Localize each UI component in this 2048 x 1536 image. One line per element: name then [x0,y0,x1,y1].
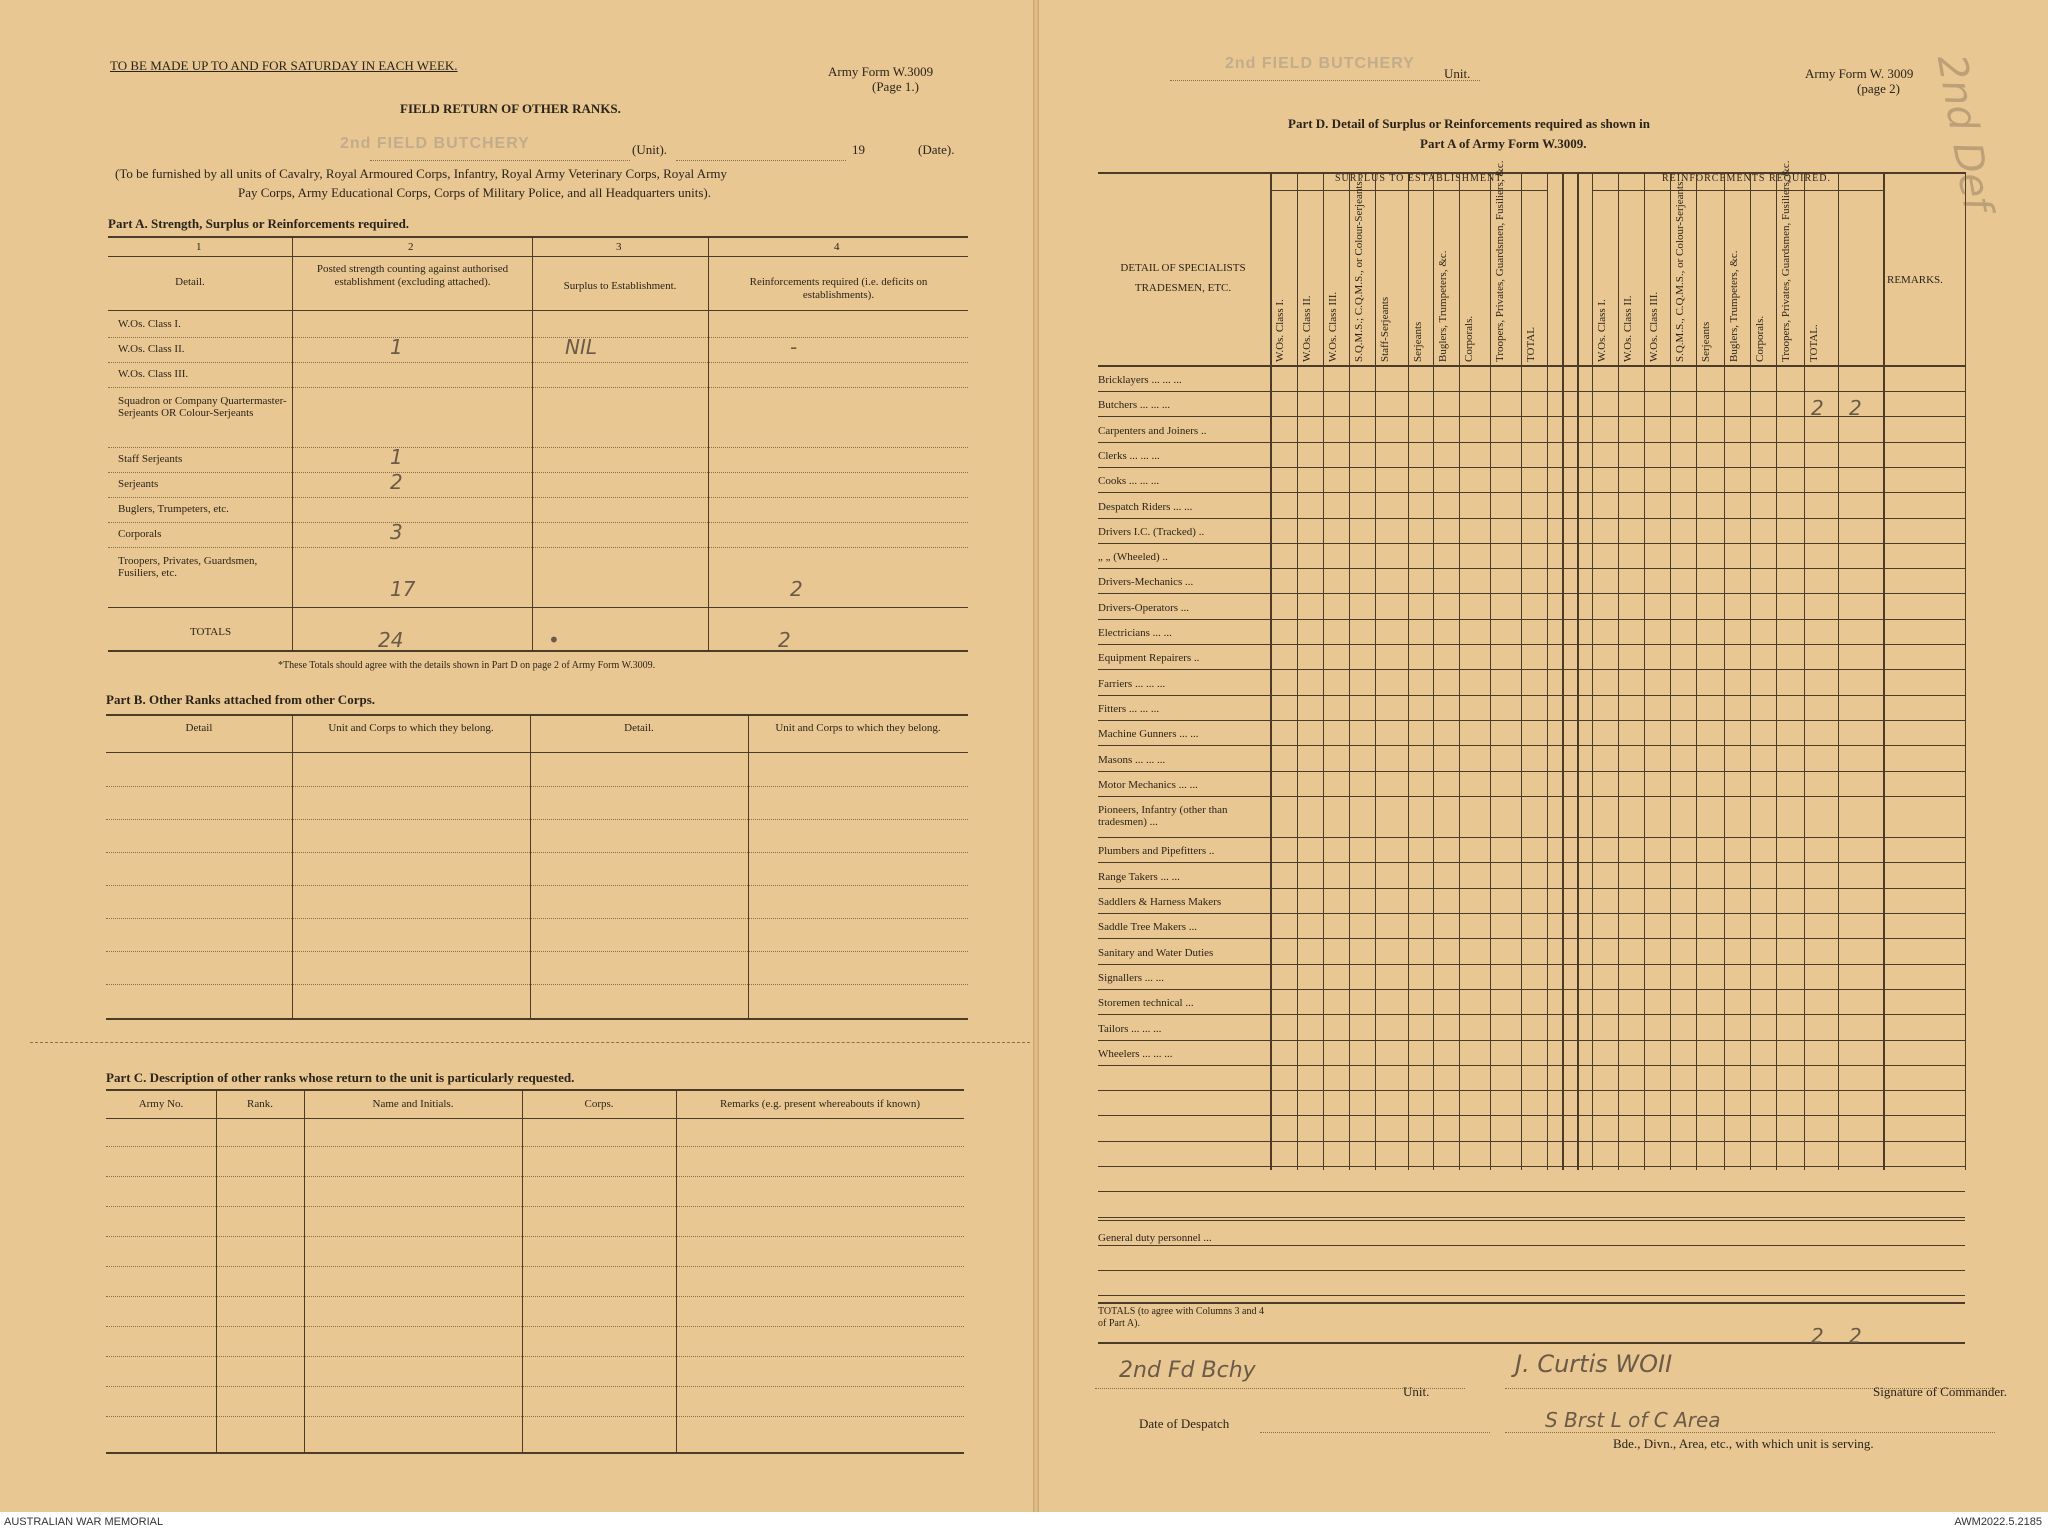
part-d-grid-col [1776,172,1777,1170]
trade-label: Wheelers ... ... ... [1098,1047,1173,1060]
part-a-row-detail: Staff Serjeants [118,453,183,465]
part-a-col-number: 1 [196,241,202,253]
part-c-col-divider-0 [216,1089,217,1452]
part-a-row-detail: Serjeants [118,478,159,490]
part-b-header: Unit and Corps to which they belong. [775,722,941,734]
page-label: (Page 1.) [872,79,919,94]
part-b-row-line [106,786,968,787]
part-d-grid-col [1577,172,1579,1170]
part-a-entry-reinf: 2 [790,577,803,601]
reinf-rank-col-header: Buglers, Trumpeters, &c. [1728,250,1740,362]
trade-label: Despatch Riders ... ... [1098,500,1193,513]
part-a-entry-posted: 1 [390,445,403,469]
part-c-row-line [106,1416,964,1417]
lower-row-line [1098,1220,1965,1221]
part-c-row-line [106,1146,964,1147]
date-line [676,160,846,161]
blank-row-line [1098,1090,1965,1091]
part-a-entry-posted: 1 [390,335,403,359]
commander-signature: J. Curtis WOII [1515,1350,1673,1378]
part-c-row-line [106,1356,964,1357]
part-d-grid-col [1644,172,1645,1170]
signature-caption: Signature of Commander. [1873,1384,2007,1399]
part-c-header: Remarks (e.g. present whereabouts if known) [719,1098,921,1110]
part-d-grid-col [1270,172,1272,1170]
surplus-rank-col-header: Staff-Serjeants [1379,296,1391,362]
part-d-bottom [1098,1342,1965,1344]
part-b-row-line [106,885,968,886]
surplus-rank-col-header: W.Os. Class II. [1301,295,1313,362]
unit-label-p2: Unit. [1444,66,1471,81]
trade-label: „ „ (Wheeled) .. [1098,551,1168,564]
area-line [1505,1432,1995,1433]
surplus-rank-col-header: S.Q.M.S.; C.Q.M.S., or Colour-Serjeants. [1353,178,1365,362]
trade-label: Plumbers and Pipefitters .. [1098,845,1215,858]
trade-row-line [1098,720,1965,721]
part-c-header: Corps. [584,1098,614,1110]
trade-label: Motor Mechanics ... ... [1098,778,1198,791]
part-a-row-detail: W.Os. Class I. [118,318,181,330]
surplus-rank-col-header: Serjeants [1412,321,1424,362]
form-page-1 [0,0,1035,1512]
part-a-col-number: 3 [616,241,622,253]
trade-label: Storemen technical ... [1098,997,1194,1010]
trade-label: Fitters ... ... ... [1098,702,1160,715]
reinf-rank-col-header: Corporals. [1754,315,1766,362]
part-d-top [1098,172,1965,174]
butchers-troopers-entry: 2 [1811,396,1824,420]
reinf-rank-col-header: W.Os. Class III. [1648,291,1660,362]
part-b-header: Unit and Corps to which they belong. [328,722,494,734]
lower-row-line [1098,1295,1965,1296]
reinf-group-header: REINFORCEMENTS REQUIRED. [1662,173,1832,184]
reinf-rank-col-header: Troopers, Privates, Guardsmen, Fusiliers, &c. [1780,160,1792,362]
detail-header: DETAIL OF SPECIALISTS TRADESMEN, ETC. [1120,262,1246,294]
part-a-row-detail: W.Os. Class II. [118,343,185,355]
trade-row-line [1098,913,1965,914]
trade-label: Masons ... ... ... [1098,753,1166,766]
part-d-grid-col [1696,172,1697,1170]
unit-caption: Unit. [1403,1384,1430,1399]
part-d-grid-col [1349,172,1350,1170]
trade-label: Machine Gunners ... ... [1098,728,1199,741]
part-a-row-detail: Corporals [118,528,162,540]
furnished-line-2: Pay Corps, Army Educational Corps, Corps of Military Police, and all Headquarters units). [238,185,711,200]
unit-line-p2 [1170,80,1480,81]
part-a-row-line [108,472,968,473]
trade-label: Carpenters and Joiners .. [1098,424,1207,437]
part-b-header: Detail [185,722,213,734]
page-label-p2: (page 2) [1857,81,1900,96]
part-a-row-line [108,522,968,523]
unit-label: (Unit). [632,142,668,157]
reinf-rank-col-header: TOTAL. [1808,324,1820,362]
trade-label: Drivers-Mechanics ... [1098,576,1194,589]
part-b-row-line [106,852,968,853]
part-c-row-line [106,1296,964,1297]
blank-row-line [1098,1141,1965,1142]
blank-row-line [1098,1191,1965,1192]
part-d-grid-col [1323,172,1324,1170]
totals-troopers-entry: 2 [1811,1324,1824,1348]
part-b-row-line [106,819,968,820]
part-b-header-line [106,752,968,753]
lower-row-line [1098,1245,1965,1246]
part-a-col-header: Detail. [175,276,205,288]
trade-row-line [1098,543,1965,544]
unit-handwritten: 2nd Fd Bchy [1119,1358,1256,1383]
trade-row-line [1098,745,1965,746]
reinf-group-line [1592,190,1883,191]
part-a-col-number: 4 [834,241,840,253]
surplus-rank-col-header: Troopers, Privates, Guardsmen, Fusiliers, &c. [1494,160,1506,362]
reinf-rank-col-header: S.Q.M.S., C.Q.M.S., or Colour-Serjeants. [1674,178,1686,362]
part-a-title: Part A. Strength, Surplus or Reinforcements required. [108,216,410,231]
part-c-title: Part C. Description of other ranks whose return to the unit is particularly requested. [106,1070,575,1085]
part-a-col-divider-1 [532,236,533,650]
reinf-rank-col-header: W.Os. Class II. [1622,295,1634,362]
trade-label: Drivers-Operators ... [1098,601,1190,614]
surplus-rank-col-header: TOTAL [1525,327,1537,362]
unit-stamp: 2nd FIELD BUTCHERY [340,135,530,152]
part-c-row-line [106,1206,964,1207]
trade-label: Saddle Tree Makers ... [1098,921,1197,934]
part-a-row-line [108,337,968,338]
area-handwritten: S Brst L of C Area [1545,1408,1721,1432]
part-c-row-line [106,1236,964,1237]
part-a-entry-posted: 2 [390,470,403,494]
year-prefix: 19 [852,142,865,157]
trade-row-line [1098,1040,1965,1041]
trade-label: Clerks ... ... ... [1098,449,1160,462]
part-b-col-divider-0 [292,714,293,1020]
part-c-header-line [106,1118,964,1119]
part-c-header: Army No. [138,1098,184,1110]
trade-label: Sanitary and Water Duties [1098,946,1214,959]
part-d-grid-col [1547,172,1548,1170]
date-despatch-label: Date of Despatch [1139,1416,1230,1431]
part-a-row-detail: Buglers, Trumpeters, etc. [118,503,229,515]
part-d-grid-col [1750,172,1751,1170]
trade-row-line [1098,1014,1965,1015]
trade-row-line [1098,964,1965,965]
trade-row-line [1098,518,1965,519]
surplus-rank-col-header: W.Os. Class III. [1327,291,1339,362]
trade-label: Butchers ... ... ... [1098,399,1171,412]
part-d-grid-col [1562,172,1564,1170]
date-label: (Date). [918,142,955,157]
page-fold [1033,0,1039,1512]
footer-accession: AWM2022.5.2185 [1954,1516,2042,1528]
part-a-col-header: Surplus to Establishment. [563,280,677,292]
part-a-col-header: Posted strength counting against authorised establishment (excluding attached). [316,263,509,288]
blank-row-line [1098,1217,1965,1218]
totals-total-entry: 2 [1849,1324,1862,1348]
totals-label: TOTALS (to agree with Columns 3 and 4 of Part A). [1098,1306,1264,1329]
part-a-totals-top [108,607,968,608]
part-b-title: Part B. Other Ranks attached from other Corps. [106,692,376,707]
part-c-bottom [106,1452,964,1454]
form-title: FIELD RETURN OF OTHER RANKS. [400,101,621,116]
butchers-total-entry: 2 [1849,396,1862,420]
part-d-grid-col [1592,172,1593,1170]
part-a-row-detail: Squadron or Company Quartermaster-Serjeants OR Colour-Serjeants [118,395,287,419]
trade-row-line [1098,593,1965,594]
part-a-entry-reinf: - [790,335,798,359]
part-d-grid-col [1375,172,1376,1170]
part-a-col-divider-2 [708,236,709,650]
trade-row-line [1098,416,1965,417]
trade-row-line [1098,1065,1965,1066]
part-a-entry-posted: 17 [390,577,416,601]
trade-label: Saddlers & Harness Makers [1098,896,1222,908]
surplus-group-header: SURPLUS TO ESTABLISHMENT. [1335,173,1506,184]
surplus-rank-col-header: W.Os. Class I. [1274,299,1286,362]
trade-row-line [1098,862,1965,863]
part-a-bottom [108,650,968,652]
part-c-row-line [106,1176,964,1177]
part-a-header-line [108,310,968,311]
remarks-header: REMARKS. [1887,274,1943,286]
part-a-col-number: 2 [408,241,414,253]
trade-row-line [1098,568,1965,569]
part-b-col-divider-2 [748,714,749,1020]
lower-row-line [1098,1270,1965,1271]
part-d-grid-col [1724,172,1725,1170]
bde-caption: Bde., Divn., Area, etc., with which unit is serving. [1613,1436,1874,1451]
trade-label: Pioneers, Infantry (other than tradesmen) ... [1098,804,1228,829]
trade-label: Bricklayers ... ... ... [1098,374,1182,386]
trade-row-line [1098,989,1965,990]
trade-row-line [1098,644,1965,645]
trade-row-line [1098,391,1965,392]
part-d-grid-col [1883,172,1885,1170]
part-d-grid-col [1521,172,1522,1170]
reinf-rank-col-header: Serjeants [1700,321,1712,362]
part-a-footnote: *These Totals should agree with the details shown in Part D on page 2 of Army Form W.3009. [278,660,656,671]
form-number: Army Form W.3009 [828,64,934,79]
general-duty-label: General duty personnel ... [1098,1232,1212,1244]
part-d-grid-col [1965,172,1966,1170]
cut-line [30,1042,1030,1043]
trade-row-line [1098,938,1965,939]
trade-row-line [1098,669,1965,670]
part-c-col-divider-1 [304,1089,305,1452]
part-d-grid-col [1618,172,1619,1170]
surplus-rank-col-header: Buglers, Trumpeters, &c. [1437,250,1449,362]
trade-row-line [1098,467,1965,468]
footer-credit: AUSTRALIAN WAR MEMORIAL [4,1516,164,1528]
part-d-grid-col [1433,172,1434,1170]
trade-row-line [1098,888,1965,889]
part-a-row-line [108,362,968,363]
part-c-top [106,1089,964,1091]
form-number-p2: Army Form W. 3009 [1805,66,1914,81]
part-d-header-line [1098,365,1965,367]
part-a-col-header: Reinforcements required (i.e. deficits on establishments). [749,276,928,301]
corner-handwriting: 2nd Def [1927,51,2001,215]
part-a-total-surplus: • [548,628,560,652]
part-a-totals-label: TOTALS [190,626,232,638]
surplus-rank-col-header: Corporals. [1463,315,1475,362]
unit-stamp-p2: 2nd FIELD BUTCHERY [1225,55,1415,72]
trade-label: Signallers ... ... [1098,971,1164,984]
part-d-title-1: Part D. Detail of Surplus or Reinforcements required as shown in [1288,116,1650,131]
part-c-col-divider-2 [522,1089,523,1452]
furnished-line-1: (To be furnished by all units of Cavalry, Royal Armoured Corps, Infantry, Royal Army Veterinary Corps, Royal Army [115,166,728,181]
totals-top-line [1098,1302,1965,1304]
part-a-row-line [108,447,968,448]
blank-row-line [1098,1166,1965,1167]
part-d-title-2: Part A of Army Form W.3009. [1420,136,1587,151]
part-b-top [106,714,968,716]
header-instruction: TO BE MADE UP TO AND FOR SATURDAY IN EACH WEEK. [110,58,458,73]
trade-row-line [1098,442,1965,443]
trade-label: Farriers ... ... ... [1098,677,1166,690]
part-d-grid-col [1490,172,1491,1170]
part-a-row-line [108,387,968,388]
part-a-entry-surplus: NIL [565,335,598,359]
trade-row-line [1098,771,1965,772]
part-c-col-divider-3 [676,1089,677,1452]
trade-row-line [1098,492,1965,493]
part-c-row-line [106,1266,964,1267]
reinf-rank-col-header: W.Os. Class I. [1596,299,1608,362]
part-b-bottom [106,1018,968,1020]
trade-row-line [1098,837,1965,838]
part-a-numrow-line [108,256,968,257]
part-b-row-line [106,951,968,952]
part-d-grid-col [1838,172,1839,1170]
part-b-row-line [106,918,968,919]
form-page-2 [1035,0,2048,1512]
part-d-grid-col [1804,172,1805,1170]
trade-label: Tailors ... ... ... [1098,1022,1162,1035]
part-c-header: Name and Initials. [372,1098,454,1110]
part-b-row-line [106,984,968,985]
part-c-header: Rank. [247,1098,273,1110]
trade-label: Electricians ... ... [1098,627,1172,639]
trade-label: Range Takers ... ... [1098,870,1180,883]
trade-row-line [1098,619,1965,620]
part-a-total-posted: 24 [378,628,404,652]
part-d-grid-col [1408,172,1409,1170]
part-a-entry-posted: 3 [390,520,403,544]
despatch-line [1260,1432,1490,1433]
unit-line [370,160,630,161]
part-a-row-line [108,547,968,548]
part-b-header: Detail. [624,722,654,734]
trade-label: Drivers I.C. (Tracked) .. [1098,525,1205,538]
part-d-grid-col [1459,172,1460,1170]
part-a-row-detail: Troopers, Privates, Guardsmen, Fusiliers, etc. [118,555,258,579]
trade-label: Cooks ... ... ... [1098,475,1160,488]
part-d-grid-col [1670,172,1671,1170]
part-c-row-line [106,1326,964,1327]
part-d-grid-col [1297,172,1298,1170]
part-a-row-detail: W.Os. Class III. [118,368,189,380]
part-b-col-divider-1 [530,714,531,1020]
part-a-row-line [108,497,968,498]
part-a-col-divider-0 [292,236,293,650]
trade-row-line [1098,796,1965,797]
part-a-top [108,236,968,238]
part-a-total-reinf: 2 [778,628,791,652]
part-c-row-line [106,1386,964,1387]
trade-row-line [1098,695,1965,696]
trade-label: Equipment Repairers .. [1098,652,1200,665]
blank-row-line [1098,1115,1965,1116]
